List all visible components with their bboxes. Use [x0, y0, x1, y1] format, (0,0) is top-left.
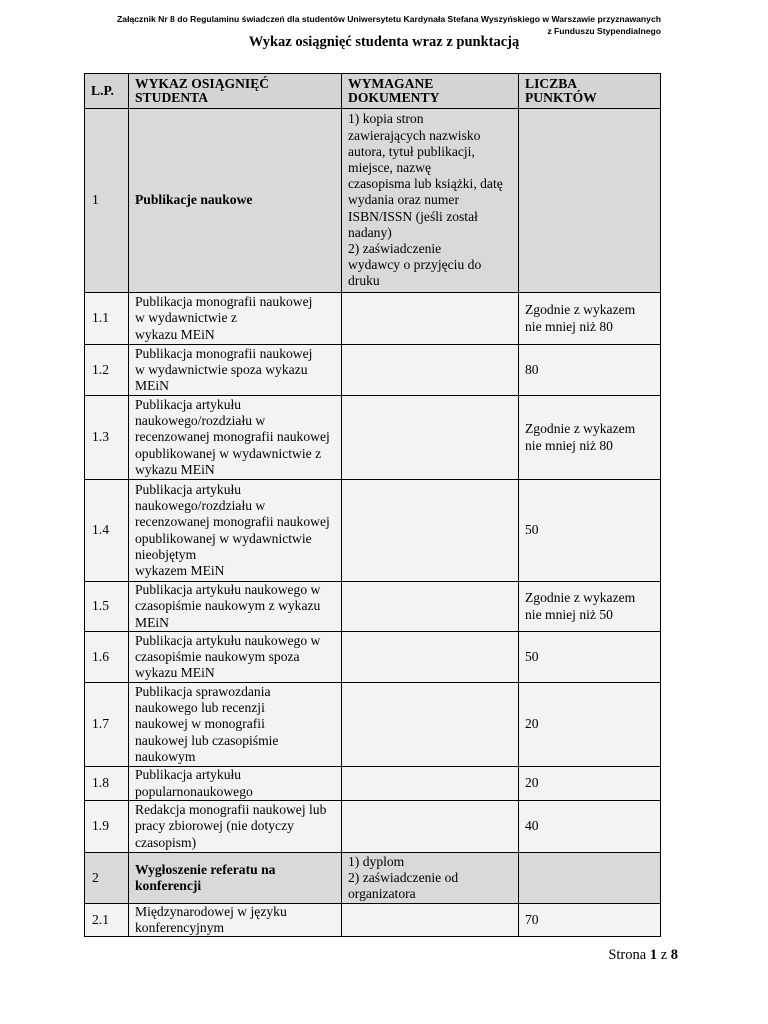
points-value: 20	[519, 767, 661, 801]
points-value: Zgodnie z wykazem nie mniej niż 80	[519, 293, 661, 345]
row-number: 1.5	[85, 582, 129, 632]
row-number: 1.6	[85, 632, 129, 683]
achievement-title: Publikacja monografii naukowej w wydawnictwie spoza wykazu MEiN	[129, 345, 342, 396]
header-note-line1: Załącznik Nr 8 do Regulaminu świadczeń dla studentów Uniwersytetu Kardynała Stefana Wyszyńskiego w Warszawie przyznawanych	[117, 14, 661, 24]
required-documents	[342, 632, 519, 683]
points-value: 50	[519, 480, 661, 582]
required-documents	[342, 345, 519, 396]
column-header-achievement: WYKAZ OSIĄGNIĘĆ STUDENTA	[129, 74, 342, 109]
achievement-title: Wygłoszenie referatu na konferencji	[129, 853, 342, 904]
page-number	[608, 947, 678, 964]
points-value	[519, 853, 661, 904]
points-value: 40	[519, 801, 661, 853]
table-row	[85, 767, 661, 801]
row-number: 1.2	[85, 345, 129, 396]
achievements-table	[84, 73, 661, 937]
row-number: 1.1	[85, 293, 129, 345]
row-number: 1.4	[85, 480, 129, 582]
points-value: 80	[519, 345, 661, 396]
table-row	[85, 345, 661, 396]
points-value: 20	[519, 683, 661, 767]
page-of: z	[660, 947, 668, 963]
achievement-title: Publikacja artykułu naukowego/rozdziału w recenzowanej monografii naukowej opublikowanej w wydawnictwie nieobjętym wykazem MEiN	[129, 480, 342, 582]
header-note-line2: z Funduszu Stypendialnego	[547, 26, 661, 36]
required-documents	[342, 904, 519, 937]
achievement-title: Publikacja sprawozdania naukowego lub recenzji naukowej w monografii naukowej lub czasopiśmie naukowym	[129, 683, 342, 767]
row-number: 1	[85, 109, 129, 293]
achievement-title: Publikacja artykułu naukowego/rozdziału w recenzowanej monografii naukowej opublikowanej w wydawnictwie z wykazu MEiN	[129, 396, 342, 480]
row-number: 2.1	[85, 904, 129, 937]
document-title: Wykaz osiągnięć studenta wraz z punktacją	[248, 34, 520, 50]
required-documents	[342, 801, 519, 853]
row-number: 2	[85, 853, 129, 904]
achievement-title: Międzynarodowej w języku konferencyjnym	[129, 904, 342, 937]
column-header-documents: WYMAGANE DOKUMENTY	[342, 74, 519, 109]
page-total: 8	[670, 947, 678, 963]
points-value: Zgodnie z wykazem nie mniej niż 50	[519, 582, 661, 632]
row-number: 1.3	[85, 396, 129, 480]
table-row	[85, 293, 661, 345]
achievement-title: Publikacje naukowe	[129, 109, 342, 293]
achievement-title: Publikacja artykułu naukowego w czasopiśmie naukowym spoza wykazu MEiN	[129, 632, 342, 683]
achievement-title: Redakcja monografii naukowej lub pracy zbiorowej (nie dotyczy czasopism)	[129, 801, 342, 853]
required-documents	[342, 396, 519, 480]
achievement-title: Publikacja monografii naukowej w wydawnictwie z wykazu MEiN	[129, 293, 342, 345]
row-number: 1.9	[85, 801, 129, 853]
required-documents: 1) dyplom 2) zaświadczenie od organizatora	[342, 853, 519, 904]
required-documents: 1) kopia stron zawierających nazwisko autora, tytuł publikacji, miejsce, nazwę czasopisma lub książki, datę wydania oraz numer ISBN/ISSN (jeśli został nadany) 2) zaświadczenie wydawcy o przyjęciu do druku	[342, 109, 519, 293]
points-value	[519, 109, 661, 293]
table-row	[85, 683, 661, 767]
section-row	[85, 109, 661, 293]
points-value: 50	[519, 632, 661, 683]
row-number: 1.8	[85, 767, 129, 801]
page-current: 1	[649, 947, 658, 963]
section-row	[85, 853, 661, 904]
points-value: 70	[519, 904, 661, 937]
table-row	[85, 904, 661, 937]
column-header-lp: L.P.	[85, 74, 129, 109]
table-row	[85, 396, 661, 480]
table-row	[85, 801, 661, 853]
achievement-title: Publikacja artykułu popularnonaukowego	[129, 767, 342, 801]
required-documents	[342, 683, 519, 767]
points-value: Zgodnie z wykazem nie mniej niż 80	[519, 396, 661, 480]
table-row	[85, 480, 661, 582]
column-header-points: LICZBA PUNKTÓW	[519, 74, 661, 109]
required-documents	[342, 480, 519, 582]
table-header-row	[85, 74, 661, 109]
required-documents	[342, 293, 519, 345]
row-number: 1.7	[85, 683, 129, 767]
required-documents	[342, 767, 519, 801]
required-documents	[342, 582, 519, 632]
page-label: Strona	[608, 947, 647, 963]
achievement-title: Publikacja artykułu naukowego w czasopiśmie naukowym z wykazu MEiN	[129, 582, 342, 632]
table-row	[85, 632, 661, 683]
table-row	[85, 582, 661, 632]
